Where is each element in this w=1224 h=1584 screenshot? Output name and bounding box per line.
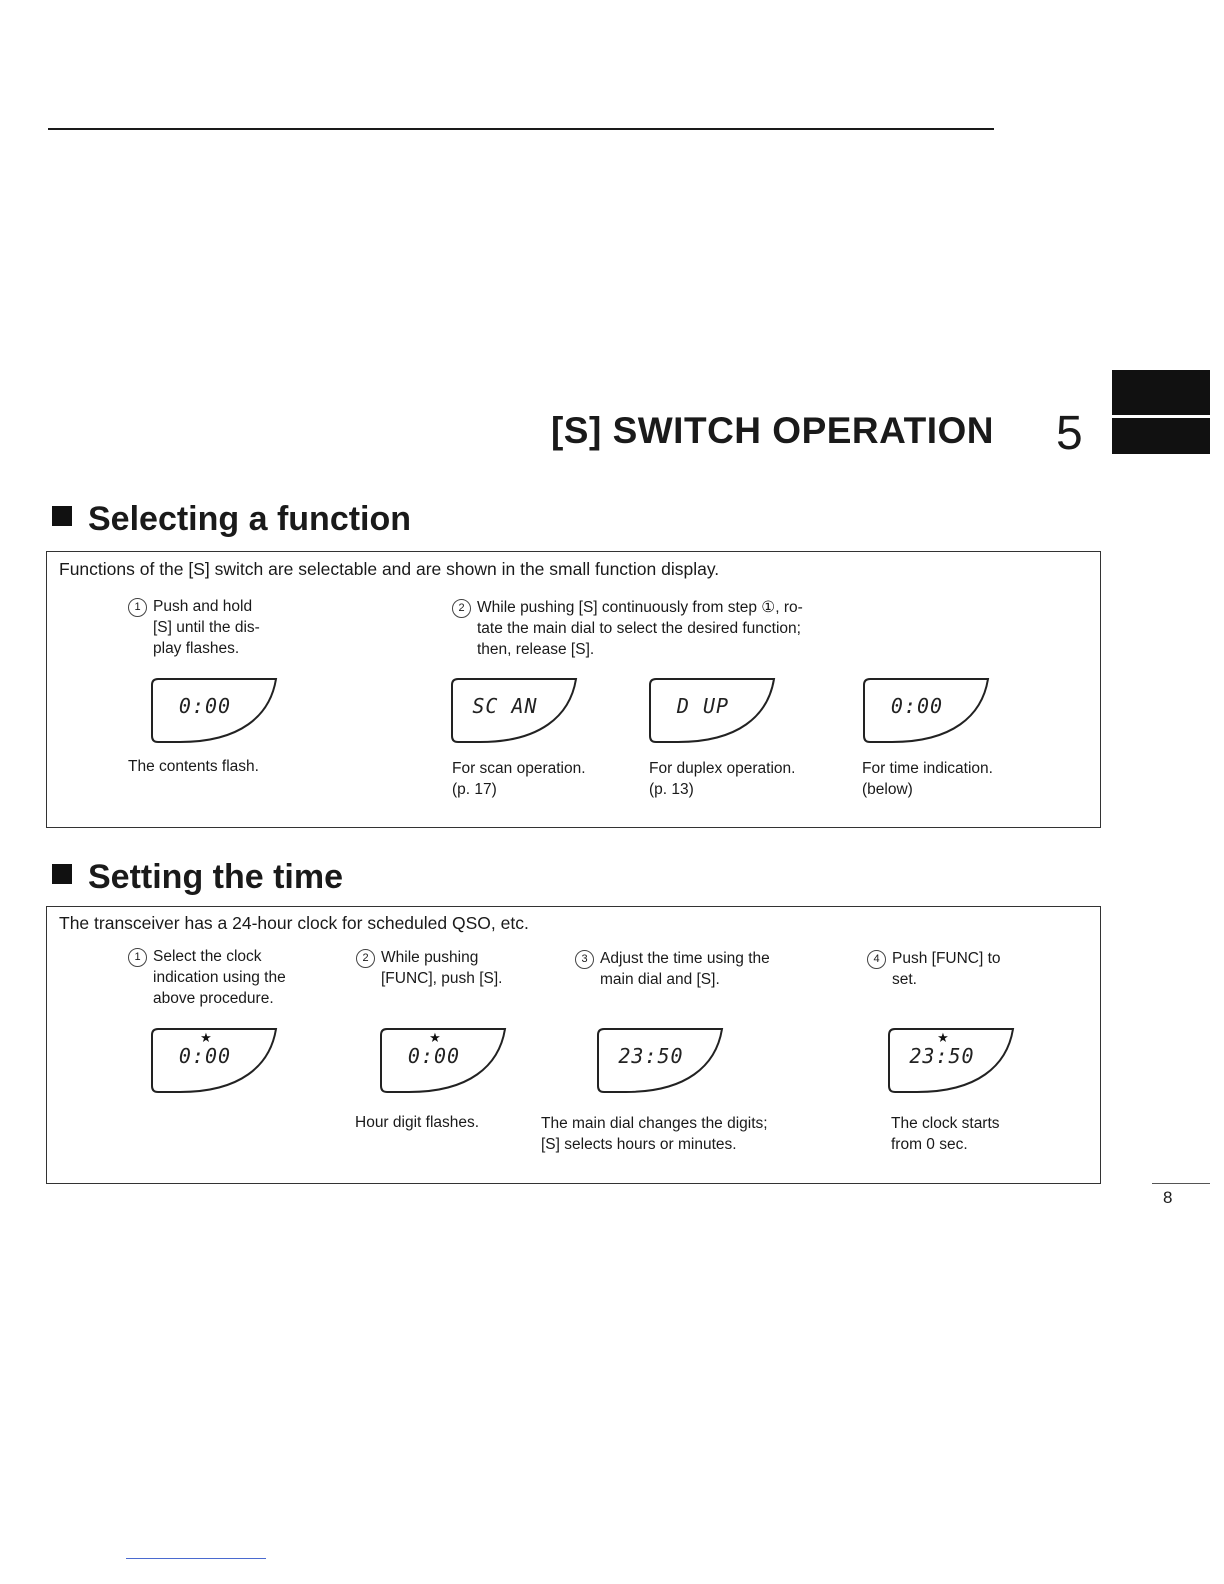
display-caption — [128, 756, 259, 777]
lcd-display — [379, 1026, 507, 1096]
page-number-rule — [1152, 1183, 1210, 1184]
step-3 — [575, 948, 770, 990]
step-1 — [128, 596, 260, 659]
lcd-display — [648, 676, 776, 746]
section-heading-selecting — [52, 500, 411, 539]
step-1 — [128, 946, 286, 1009]
step-text: indication using the — [153, 969, 286, 986]
lcd-display — [596, 1026, 724, 1096]
step-2 — [356, 947, 502, 989]
step-text: [FUNC], push [S]. — [381, 970, 503, 987]
caption-line: For time indication. — [862, 760, 993, 777]
chapter-title: [S] SWITCH OPERATION — [550, 410, 994, 451]
heading-square-icon — [52, 864, 72, 884]
display-caption — [541, 1113, 768, 1155]
lcd-text: 0:00 — [890, 694, 944, 718]
lcd-display — [450, 676, 578, 746]
caption-line: (p. 13) — [649, 781, 694, 798]
caption-line: The contents flash. — [128, 758, 259, 775]
caption-line: For duplex operation. — [649, 760, 796, 777]
step-text: [S] until the dis- — [153, 619, 260, 636]
star-icon: ★ — [937, 1030, 949, 1045]
caption-line: The clock starts — [891, 1115, 1000, 1132]
section-intro: The transceiver has a 24-hour clock for scheduled QSO, etc. — [59, 913, 529, 933]
step-number: 4 — [867, 950, 886, 969]
step-text: While pushing — [381, 949, 479, 966]
step-4 — [867, 948, 1001, 990]
step-text: tate the main dial to select the desired function; — [477, 620, 801, 637]
bottom-rule — [126, 1558, 266, 1559]
step-text: then, release [S]. — [477, 641, 595, 658]
caption-line: [S] selects hours or minutes. — [541, 1136, 737, 1153]
lcd-text: 23:50 — [618, 1044, 684, 1068]
step-text: Adjust the time using the — [600, 950, 770, 967]
chapter-tab-gap — [1112, 415, 1210, 418]
step-text: above procedure. — [153, 990, 274, 1007]
heading-square-icon — [52, 506, 72, 526]
chapter-tab-marker — [1112, 370, 1210, 454]
caption-line: (below) — [862, 781, 913, 798]
star-icon: ★ — [429, 1030, 441, 1045]
display-caption — [862, 758, 993, 800]
lcd-text: SC AN — [472, 694, 538, 718]
lcd-text: 0:00 — [178, 694, 232, 718]
star-icon: ★ — [200, 1030, 212, 1045]
display-caption — [891, 1113, 1000, 1155]
caption-line: For scan operation. — [452, 760, 586, 777]
lcd-text: 23:50 — [909, 1044, 975, 1068]
section-heading-text: Setting the time — [88, 858, 344, 896]
page-number: 8 — [1163, 1188, 1173, 1207]
display-caption — [452, 758, 586, 800]
section-heading-text: Selecting a function — [88, 500, 412, 538]
step-text: Push [FUNC] to — [892, 950, 1001, 967]
lcd-display — [862, 676, 990, 746]
display-caption — [355, 1112, 479, 1133]
step-text: play flashes. — [153, 640, 240, 657]
caption-line: The main dial changes the digits; — [541, 1115, 768, 1132]
step-text: main dial and [S]. — [600, 971, 720, 988]
lcd-text: D UP — [676, 694, 730, 718]
lcd-text: 0:00 — [178, 1044, 232, 1068]
step-number: 2 — [356, 949, 375, 968]
lcd-display — [150, 1026, 278, 1096]
section-intro: Functions of the [S] switch are selectable and are shown in the small function display. — [59, 559, 720, 579]
caption-line: (p. 17) — [452, 781, 497, 798]
step-number: 1 — [128, 598, 147, 617]
caption-line: Hour digit flashes. — [355, 1114, 480, 1131]
display-caption — [649, 758, 795, 800]
lcd-text: 0:00 — [407, 1044, 461, 1068]
step-text: set. — [892, 971, 917, 988]
lcd-display — [150, 676, 278, 746]
section-heading-setting-time — [52, 858, 343, 897]
step-number: 2 — [452, 599, 471, 618]
step-text: Push and hold — [153, 598, 253, 615]
lcd-display — [887, 1026, 1015, 1096]
step-2 — [452, 597, 803, 660]
step-text: Select the clock — [153, 948, 262, 965]
step-number: 1 — [128, 948, 147, 967]
caption-line: from 0 sec. — [891, 1136, 968, 1153]
chapter-number: 5 — [1056, 407, 1083, 460]
step-text: While pushing [S] continuously from step ①, ro- — [477, 599, 803, 616]
step-number: 3 — [575, 950, 594, 969]
chapter-rule — [48, 128, 994, 130]
